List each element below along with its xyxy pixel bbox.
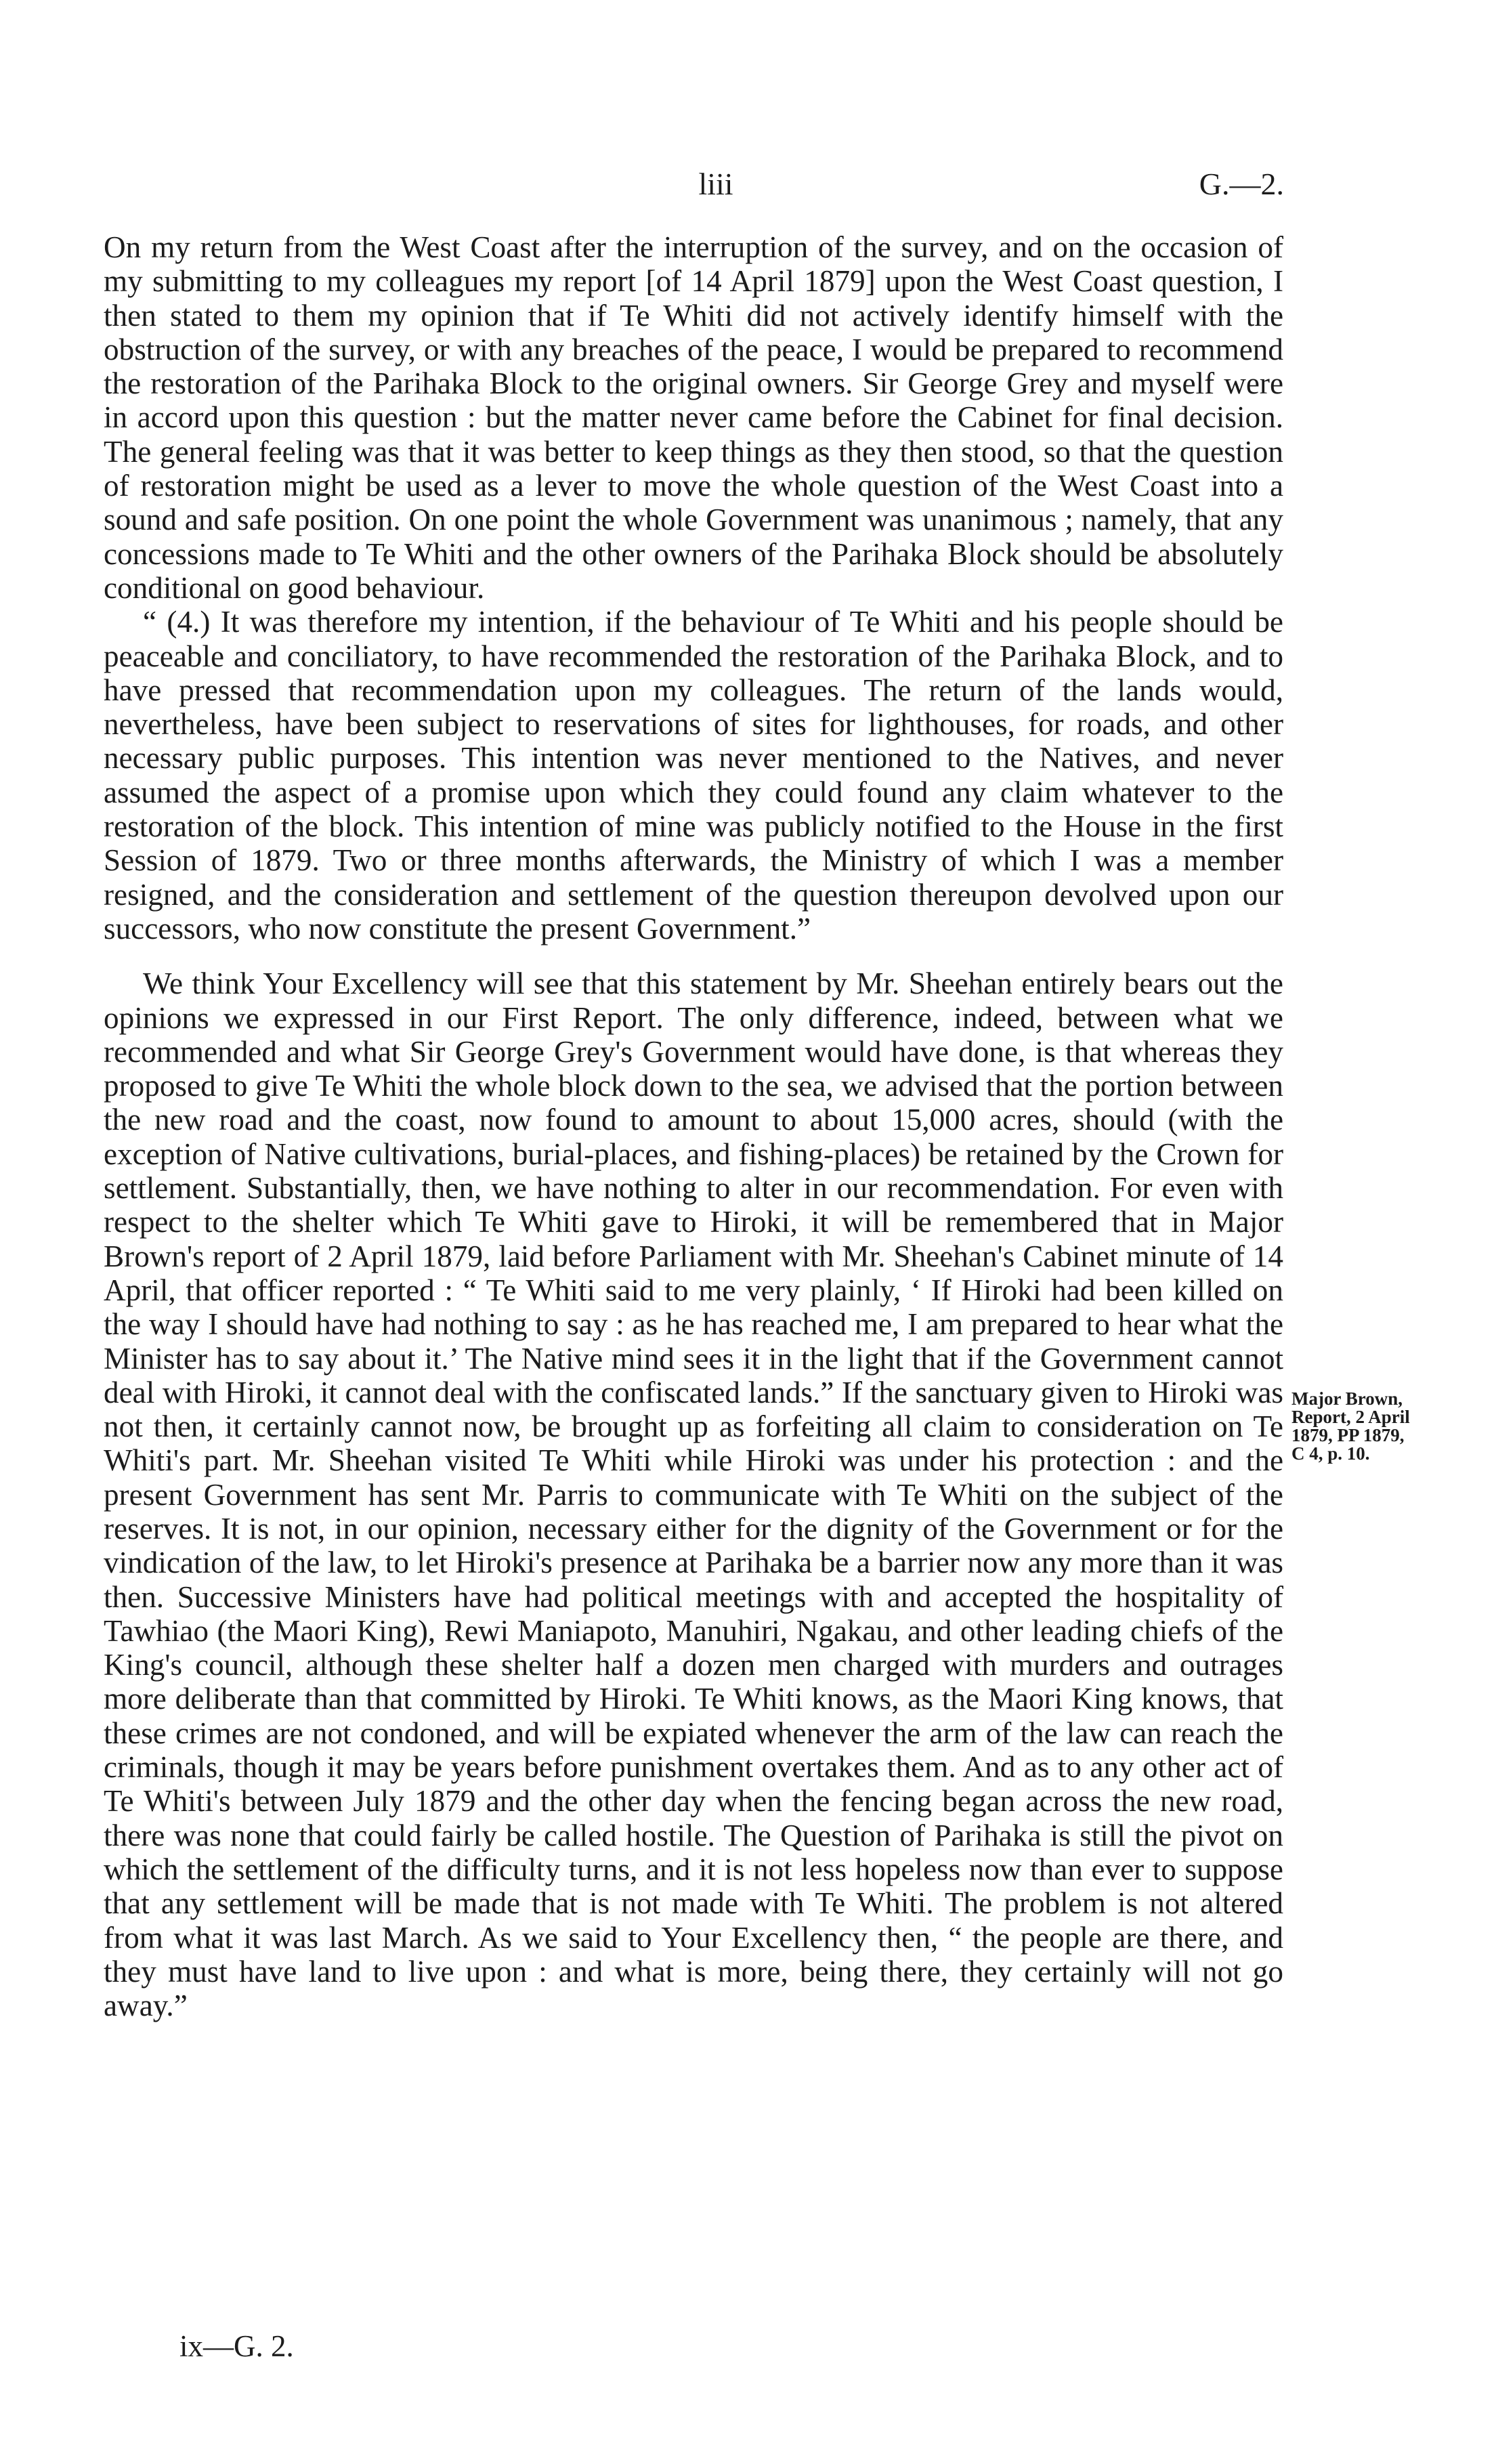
margin-note-reference: [1291, 1390, 1454, 1463]
margin-note-line: Major Brown,: [1291, 1388, 1403, 1409]
paragraph-restoration-opinion: On my return from the West Coast after the interruption of the survey, and on the occasion of my submitting to my colleagues my report [of 14 April 1879] upon the West Coast question, I then stated to them my opinion that if Te Whiti did not actively identify himself with the obstruction of the survey, or with any breaches of the peace, I would be prepared to recommend the restoration of the Parihaka Block to the original owners. Sir George Grey and myself were in accord upon this question : but the matter never came before the Cabinet for final decision. The general feeling was that it was better to keep things as they then stood, so that the question of restoration might be used as a lever to move the whole question of the West Coast into a sound and safe position. On one point the whole Government was unanimous ; namely, that any concessions made to Te Whiti and the other owners of the Parihaka Block should be absolutely conditional on good behaviour.: [104, 230, 1283, 605]
page-number: liii: [698, 167, 733, 201]
margin-note-line: Report, 2 April: [1291, 1407, 1410, 1427]
paragraph-commission-view: We think Your Excellency will see that this statement by Mr. Sheehan entirely bears out the opinions we expressed in our First Report. The only difference, indeed, between what we recommended and what Sir George Grey's Government would have done, is that whereas they proposed to give Te Whiti the whole block down to the sea, we advised that the portion between the new road and the coast, now found to amount to about 15,000 acres, should (with the exception of Native cultivations, burial-places, and fishing-places) be retained by the Crown for settlement. Substantially, then, we have nothing to alter in our recommendation. For even with respect to the shelter which Te Whiti gave to Hiroki, it will be remembered that in Major Brown's report of 2 April 1879, laid before Parliament with Mr. Sheehan's Cabinet minute of 14 April, that officer reported : “ Te Whiti said to me very plainly, ‘ If Hiroki had been killed on the way I should have had nothing to say : as he has reached me, I am prepared to hear what the Minister has to say about it.’ The Native mind sees it in the light that if the Government cannot deal with Hiroki, it cannot deal with the confiscated lands.” If the sanctuary given to Hiroki was not then, it certainly cannot now, be brought up as forfeiting all claim to consideration on Te Whiti's part. Mr. Sheehan visited Te Whiti while Hiroki was under his protection : and the present Government has sent Mr. Parris to communicate with Te Whiti on the subject of the reserves. It is not, in our opinion, necessary either for the dignity of the Government or for the vindication of the law, to let Hiroki's presence at Parihaka be a barrier now any more than it was then. Successive Ministers have had political meetings with and accepted the hospitality of Tawhiao (the Maori King), Rewi Maniapoto, Manuhiri, Ngakau, and other leading chiefs of the King's council, although these shelter half a dozen men charged with murders and outrages more deliberate than that committed by Hiroki. Te Whiti knows, as the Maori King knows, that these crimes are not condoned, and will be expiated whenever the arm of the law can reach the criminals, though it may be years before punishment overtakes them. And as to any other act of Te Whiti's between July 1879 and the other day when the fencing began across the new road, there was none that could fairly be called hostile. The Question of Parihaka is still the pivot on which the settlement of the difficulty turns, and it is not less hopeless now than ever to suppose that any settlement will be made that is not made with Te Whiti. The problem is not altered from what it was last March. As we said to Your Excellency then, “ the people are there, and they must have land to live upon : and what is more, being there, they certainly will not go away.”: [104, 967, 1283, 2023]
margin-note-line: C 4, p. 10.: [1291, 1443, 1370, 1464]
body-text: [104, 230, 1283, 2022]
margin-note-line: 1879, PP 1879,: [1291, 1425, 1405, 1445]
paragraph-intention: “ (4.) It was therefore my intention, if the behaviour of Te Whiti and his people should be peaceable and conciliatory, to have recommended the restoration of the Parihaka Block, and to have pressed that recommendation upon my colleagues. The return of the lands would, nevertheless, have been subject to reservations of sites for lighthouses, for roads, and other necessary public purposes. This intention was never mentioned to the Natives, and never assumed the aspect of a promise upon which they could found any claim whatever to the restoration of the block. This intention of mine was publicly notified to the House in the first Session of 1879. Two or three months afterwards, the Ministry of which I was a member resigned, and the consideration and settlement of the question thereupon devolved upon our successors, who now constitute the present Government.”: [104, 605, 1283, 946]
printer-signature-mark: ix—G. 2.: [179, 2329, 294, 2363]
document-reference: G.—2.: [1199, 167, 1284, 201]
